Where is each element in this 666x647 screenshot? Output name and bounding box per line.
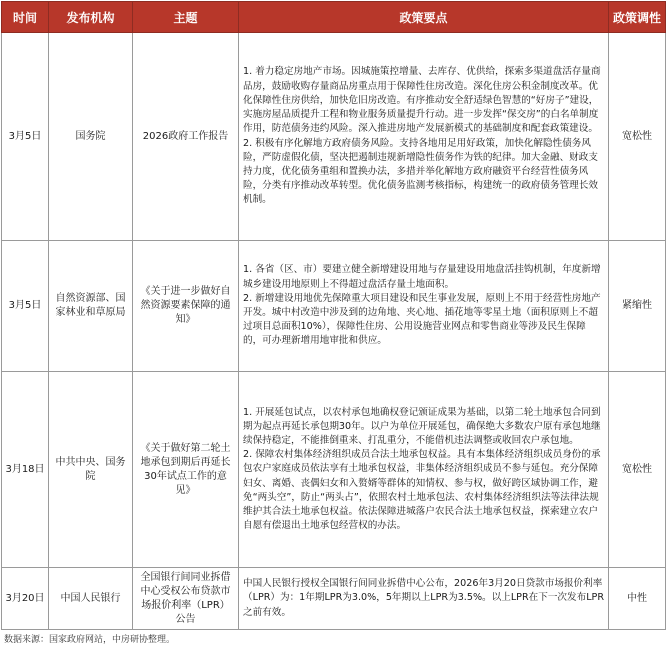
cell-time: 3月20日	[2, 568, 49, 630]
point-paragraph: 1. 各省（区、市）要建立健全新增建设用地与存量建设用地盘活挂钩机制，年度新增城乡建设用地原则上不得超过盘活存量土地面积。	[243, 264, 601, 290]
source-note: 数据来源：国家政府网站，中房研协整理。	[4, 635, 176, 645]
header-tone: 政策调性	[609, 2, 666, 33]
cell-topic: 全国银行间同业拆借中心受权公布贷款市场报价利率（LPR）公告	[133, 568, 239, 630]
cell-publisher: 中共中央、国务院	[49, 372, 133, 568]
cell-tone: 紧缩性	[609, 241, 666, 372]
cell-points	[239, 241, 609, 372]
cell-publisher: 中国人民银行	[49, 568, 133, 630]
cell-points	[239, 568, 609, 630]
point-paragraph: 1. 开展延包试点，以农村承包地确权登记颁证成果为基础，以第二轮土地承包合同到期为起点再延长承包期30年。以户为单位开展延包，确保绝大多数农户原有承包地继续保持稳定，不能推倒重来、打乱重分，不能借机违法调整或收回农户承包地。	[243, 406, 601, 446]
point-paragraph: 2. 保障农村集体经济组织成员合法土地承包权益。具有本集体经济组织成员身份的承包农户家庭成员依法享有土地承包权益，非集体经济组织成员不参与延包。充分保障妇女、离婚、丧偶妇女和入赘婿等群体的知情权、参与权，做好跨区域协调工作，避免“两头空”，防止“两头占”，依照农村土地承包法、农村集体经济组织法等法律法规维护其合法土地承包权益。依法保障进城落户农民合法土地承包权益，探索建立农户自愿有偿退出土地承包经营权的办法。	[243, 449, 601, 532]
cell-publisher: 国务院	[49, 33, 133, 241]
cell-points	[239, 33, 609, 241]
cell-points	[239, 372, 609, 568]
policy-table	[1, 1, 666, 630]
cell-time: 3月5日	[2, 33, 49, 241]
table-row	[2, 372, 666, 568]
point-paragraph: 1. 着力稳定房地产市场。因城施策控增量、去库存、优供给，探索多渠道盘活存量商品房，鼓励收购存量商品房重点用于保障性住房改造。深化住房公积金制度改革。优化保障性住房供给，加快危旧房改造。有序推动安全舒适绿色智慧的“好房子”建设，实施房屋品质提升工程和物业服务质量提升行动。进一步发挥“保交房”的白名单制度作用，防范债务违约风险。深入推进房地产发展新模式的基础制度和配套政策建设。	[243, 66, 601, 135]
cell-time: 3月18日	[2, 372, 49, 568]
cell-time: 3月5日	[2, 241, 49, 372]
table-row	[2, 241, 666, 372]
cell-tone: 宽松性	[609, 372, 666, 568]
header-publisher: 发布机构	[49, 2, 133, 33]
cell-publisher: 自然资源部、国家林业和草原局	[49, 241, 133, 372]
table-header-row	[2, 2, 666, 33]
cell-topic: 2026政府工作报告	[133, 33, 239, 241]
header-time: 时间	[2, 2, 49, 33]
point-paragraph: 2. 积极有序化解地方政府债务风险。支持各地用足用好政策，加快化解隐性债务风险，严防虚假化债，坚决把遏制违规新增隐性债务作为铁的纪律。加大金融、财政支持力度，优化债务重组和置换办法，多措并举化解地方政府融资平台经营性债务风险，分类有序推动改革转型。优化债务监测考核指标，构建统一的政府债务管理长效机制。	[243, 137, 598, 206]
point-paragraph: 2. 新增建设用地优先保障重大项目建设和民生事业发展，原则上不用于经营性房地产开发。城中村改造中涉及到的边角地、夹心地、插花地等零星土地（面积原则上不超过项目总面积10%），保障性住房、公用设施营业网点和零售商业等涉及民生保障的，可办理新增用地审批和供应。	[243, 292, 601, 347]
point-paragraph: 中国人民银行授权全国银行间同业拆借中心公布，2026年3月20日贷款市场报价利率（LPR）为：1年期LPR为3.0%，5年期以上LPR为3.5%。以上LPR在下一次发布LPR之前有效。	[243, 578, 604, 618]
header-key-points: 政策要点	[239, 2, 609, 33]
table-row	[2, 33, 666, 241]
cell-tone: 中性	[609, 568, 666, 630]
table-row	[2, 568, 666, 630]
cell-tone: 宽松性	[609, 33, 666, 241]
cell-topic: 《关于做好第二轮土地承包到期后再延长30年试点工作的意见》	[133, 372, 239, 568]
header-topic: 主题	[133, 2, 239, 33]
cell-topic: 《关于进一步做好自然资源要素保障的通知》	[133, 241, 239, 372]
